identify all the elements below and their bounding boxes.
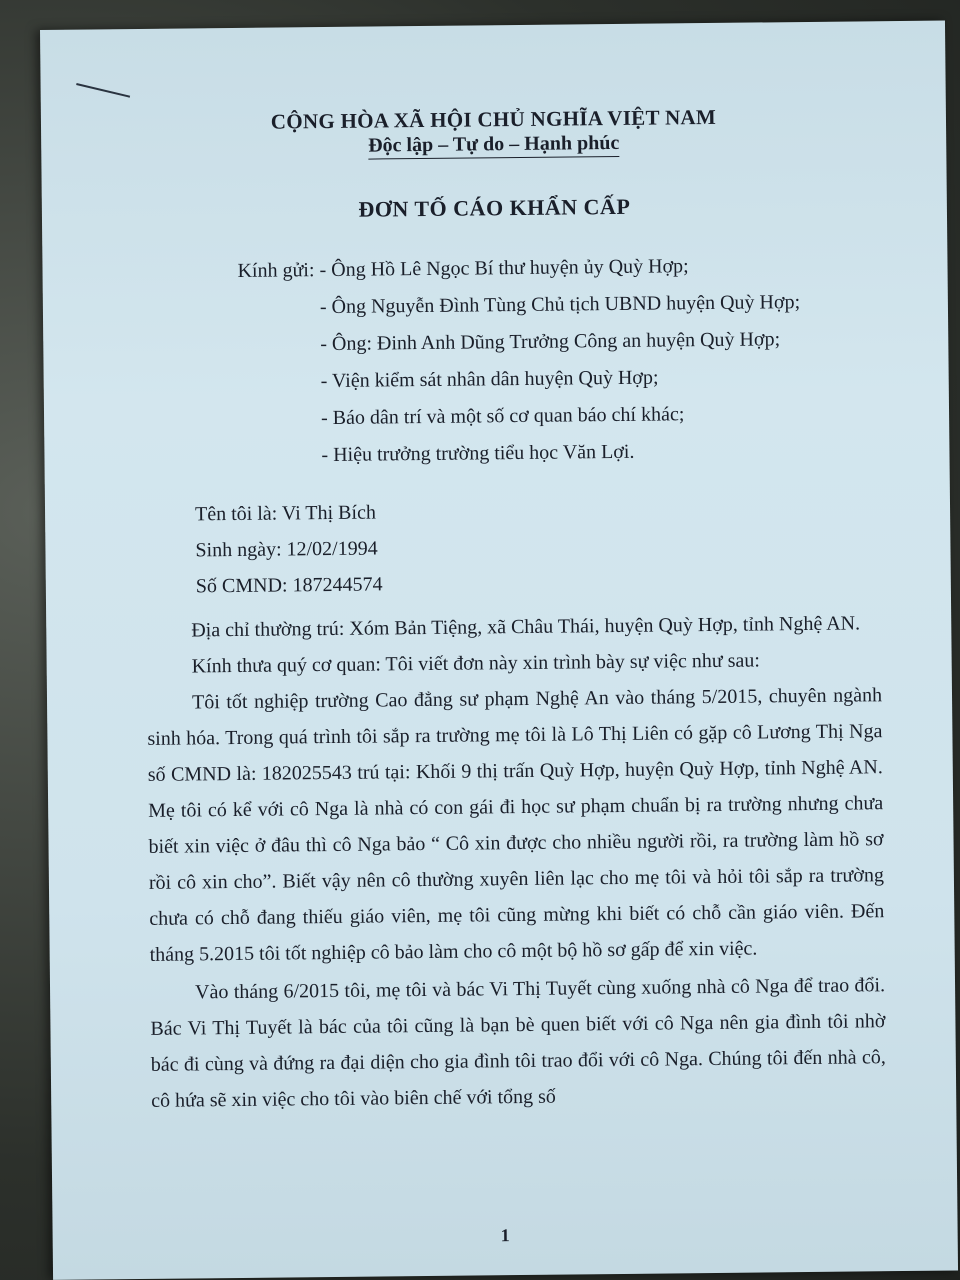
document-page <box>40 21 958 1280</box>
recipients-list <box>319 253 921 481</box>
dob-line: Sinh ngày: 12/02/1994 <box>195 537 378 562</box>
pen-mark <box>76 83 130 98</box>
page-number: 1 <box>500 1225 510 1246</box>
recipients-label: Kính gửi: <box>237 259 315 282</box>
letter-body <box>146 605 886 1119</box>
recipient-item: - Báo dân trí và một số cơ quan báo chí khác; <box>320 403 685 430</box>
recipient-item: - Ông: Đinh Anh Dũng Trưởng Công an huyện Quỳ Hợp; <box>320 328 781 356</box>
recipient-item: - Hiệu trưởng trường tiểu học Văn Lợi. <box>321 440 635 467</box>
motto-text: Độc lập – Tự do – Hạnh phúc <box>368 132 619 160</box>
body-paragraph: Vào tháng 6/2015 tôi, mẹ tôi và bác Vi Thị Tuyết cùng xuống nhà cô Nga để trao đổi. Bác Vi Thị Tuyết là bác của tôi cũng là bạn bè quen biết với cô Nga nên gia đình tôi nhờ bác đi cùng và đứng ra đại diện cho gia đình tôi trao đổi với cô Nga. Chúng tôi đến nhà cô, cô hứa sẽ xin việc cho tôi vào biên chế với tổng số <box>150 974 886 1112</box>
address-paragraph: Địa chỉ thường trú: Xóm Bản Tiệng, xã Châu Thái, huyện Quỳ Hợp, tỉnh Nghệ AN. <box>191 612 861 642</box>
id-number-line: Số CMND: 187244574 <box>195 573 383 598</box>
document-title: ĐƠN TỐ CÁO KHẨN CẤP <box>358 193 631 222</box>
recipient-item: - Ông Hồ Lê Ngọc Bí thư huyện ủy Quỳ Hợp; <box>319 255 689 282</box>
recipient-item: - Viện kiểm sát nhân dân huyện Quỳ Hợp; <box>320 366 659 393</box>
body-paragraph: Tôi tốt nghiệp trường Cao đẳng sư phạm Nghệ An vào tháng 5/2015, chuyên ngành sinh hóa. Trong quá trình tôi sắp ra trường mẹ tôi là Lô Thị Liên có gặp cô Lương Thị Nga số CMND là: 182025543 trú tại: Khối 9 thị trấn Quỳ Hợp, huyện Quỳ Hợp, tỉnh Nghệ AN. Mẹ tôi có kể với cô Nga là nhà có con gái đi học sư phạm chuẩn bị ra trường nhưng chưa biết xin việc ở đâu thì cô Nga bảo “ Cô xin được cho nhiều người rồi, ra trường làm hồ sơ rồi cô xin cho”. Biết vậy nên cô thường xuyên liên lạc cho mẹ tôi và hỏi tôi sắp ra trường chưa có chỗ đang thiếu giáo viên, mẹ tôi cũng mừng khi biết có chỗ cần giáo viên. Đến tháng 5.2015 tôi tốt nghiệp cô bảo làm cho cô một bộ hồ sơ gấp để xin việc. <box>147 684 885 966</box>
recipient-item: - Ông Nguyễn Đình Tùng Chủ tịch UBND huyện Quỳ Hợp; <box>319 291 801 319</box>
personal-info <box>195 501 383 611</box>
salutation-paragraph: Kính thưa quý cơ quan: Tôi viết đơn này xin trình bày sự việc như sau: <box>191 649 760 678</box>
national-title: CỘNG HÒA XÃ HỘI CHỦ NGHĨA VIỆT NAM <box>270 104 717 134</box>
name-line: Tên tôi là: Vi Thị Bích <box>194 501 377 526</box>
